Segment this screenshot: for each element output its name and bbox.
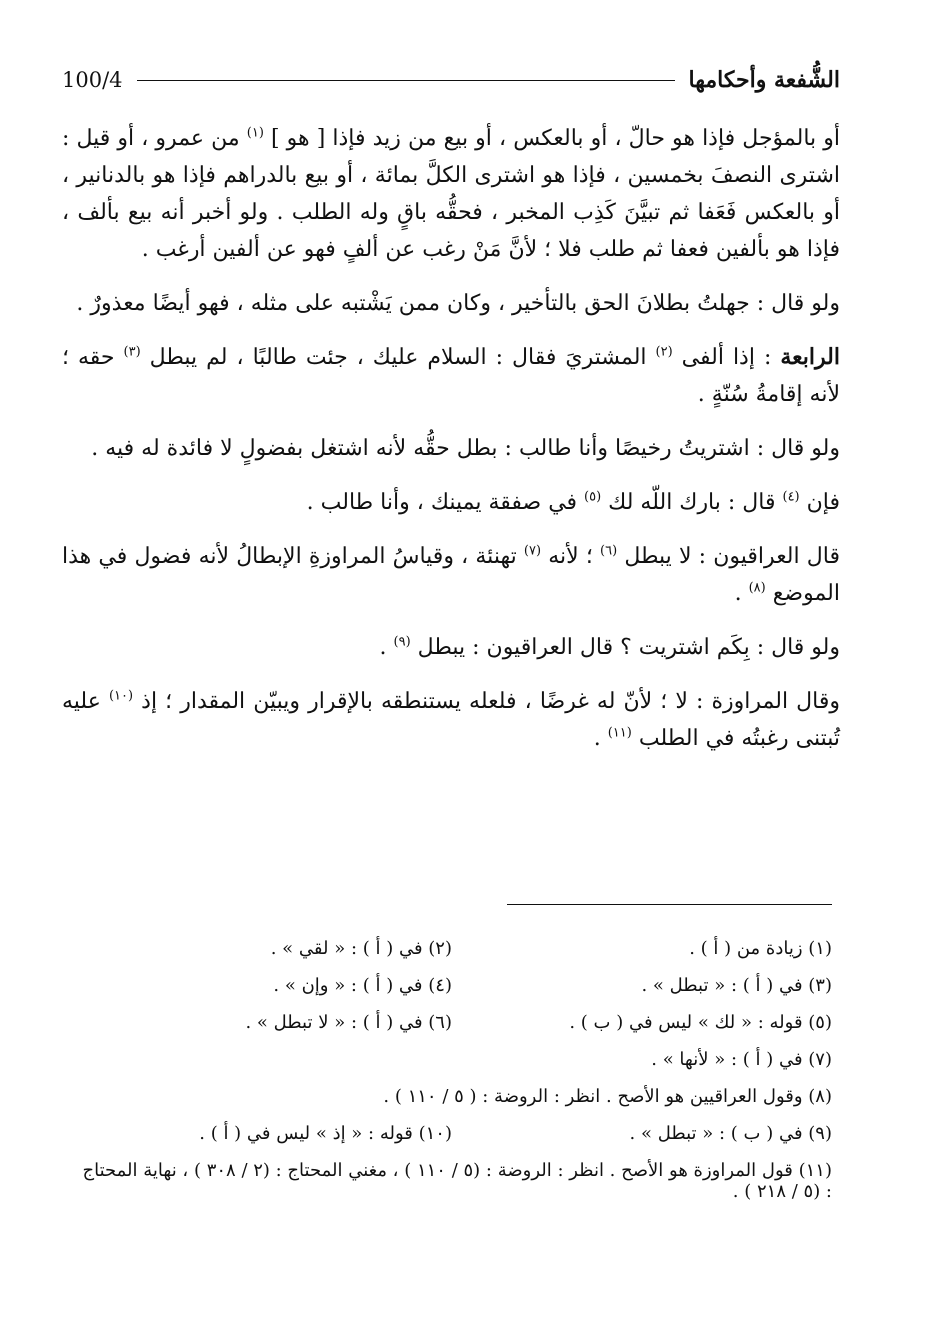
paragraph-text: ولو قال : جهلتُ بطلانَ الحق بالتأخير ، وكان ممن يَشْتبه على مثله ، فهو أيضًا معذورٌ . — [76, 291, 840, 316]
paragraph-7 — [62, 629, 840, 666]
running-header — [62, 60, 840, 100]
footnote-8: (٨) وقول العراقيين هو الأصح . انظر : الروضة : ( ٥ / ١١٠ ) . — [383, 1086, 832, 1107]
footnote-ref: (١٠) — [108, 688, 134, 704]
paragraph-text: . — [593, 726, 608, 751]
footnote-ref: (٣) — [123, 344, 141, 360]
paragraph-text: فإن — [799, 490, 840, 515]
header-rule — [137, 80, 675, 81]
footnote-row — [72, 1086, 832, 1123]
paragraph-lead: الرابعة — [780, 344, 840, 370]
footnote-row — [72, 1049, 832, 1086]
page-number: 100/4 — [62, 68, 123, 92]
footnote-row — [72, 975, 832, 1012]
footnote-ref: (٢) — [655, 344, 673, 360]
footnote-row — [72, 938, 832, 975]
footnote-1: (١) زيادة من ( أ ) . — [689, 938, 832, 959]
main-text — [62, 120, 840, 774]
paragraph-text: وقال المراوزة : لا ؛ لأنّ له غرضًا ، فلعله يستنطقه بالإقرار ويبيّن المقدار ؛ إذ — [133, 689, 840, 714]
paragraph-4 — [62, 430, 840, 467]
footnote-2: (٢) في ( أ ) : « لقي » . — [270, 938, 452, 959]
footnote-ref: (٧) — [523, 543, 542, 559]
footnote-separator — [507, 904, 832, 905]
paragraph-text: المشتريَ فقال : السلام عليك ، جئت طالبًا ، لم يبطل — [140, 345, 656, 370]
footnote-ref: (١) — [246, 125, 264, 141]
footnote-9: (٩) في ( ب ) : « تبطل » . — [629, 1123, 832, 1144]
footnote-ref: (٥) — [584, 489, 602, 505]
paragraph-5 — [62, 484, 840, 521]
footnote-row — [72, 1012, 832, 1049]
footnote-ref: (٦) — [600, 543, 618, 559]
paragraph-2 — [62, 285, 840, 322]
paragraph-text: ولو قال : اشتريتُ رخيصًا وأنا طالب : بطل حقُّه لأنه اشتغل بفضولٍ لا فائدة له فيه . — [91, 436, 840, 461]
paragraph-text: في صفقة يمينك ، وأنا طالب . — [306, 490, 585, 515]
footnote-7: (٧) في ( أ ) : « لأنها » . — [651, 1049, 832, 1070]
footnote-ref: (٤) — [782, 489, 800, 505]
paragraph-text: . — [734, 581, 749, 606]
footnote-11: (١١) قول المراوزة هو الأصح . انظر : الروضة : (٥ / ١١٠ ) ، مغني المحتاج : (٢ / ٣٠٨ ) ، نهاية المحتاج : (٥ / ٢١٨ ) . — [82, 1160, 832, 1202]
footnote-3: (٣) في ( أ ) : « تبطل » . — [641, 975, 832, 996]
paragraph-3 — [62, 339, 840, 413]
footnote-4: (٤) في ( أ ) : « وإن » . — [273, 975, 452, 996]
footnote-row — [72, 1160, 832, 1202]
paragraph-6 — [62, 538, 840, 612]
paragraph-text: . — [379, 635, 394, 660]
paragraph-text: : إذا ألفى — [672, 345, 781, 370]
paragraph-text: ؛ لأنه — [541, 544, 601, 569]
footnote-row — [72, 1123, 832, 1160]
footnote-ref: (١١) — [607, 725, 632, 741]
paragraph-text: عليه تُبتنى رغبتُه في الطلب — [62, 689, 840, 751]
paragraph-text: قال العراقيون : لا يبطل — [617, 544, 840, 569]
paragraph-text: من عمرو ، أو قيل : اشترى النصفَ بخمسين ، فإذا هو اشترى الكلَّ بمائة ، أو بيع بالدراهم فإذا هو بالدنانير ، أو بالعكس فَعَفا ثم تبيَّنَ كَذِب المخبر ، فحقُّه باقٍ وله الطلب . ولو أخبر أنه بيع بألف ، فإذا هو بألفين فعفا ثم طلب فلا ؛ لأنَّ مَنْ رغب عن ألفٍ فهو عن ألفين أرغب . — [62, 126, 840, 262]
paragraph-text: أو بالمؤجل فإذا هو حالّ ، أو بالعكس ، أو بيع من زيد فإذا [ هو ] — [263, 126, 840, 151]
paragraph-8 — [62, 683, 840, 757]
footnote-10: (١٠) قوله : « إذ » ليس في ( أ ) . — [199, 1123, 452, 1144]
footnote-5: (٥) قوله : « لك » ليس في ( ب ) . — [569, 1012, 832, 1033]
footnotes — [72, 938, 832, 1202]
footnote-6: (٦) في ( أ ) : « لا تبطل » . — [245, 1012, 452, 1033]
paragraph-1 — [62, 120, 840, 268]
paragraph-text: حقه ؛ لأنه إقامةُ سُنّةٍ . — [62, 345, 840, 407]
paragraph-text: تهنئة ، وقياسُ المراوزةِ الإبطالُ لأنه فضول في هذا الموضع — [62, 544, 840, 606]
paragraph-text: قال : بارك اللّه لك — [601, 490, 783, 515]
header-title: الشُّفعة وأحكامها — [688, 67, 840, 93]
footnote-ref: (٨) — [748, 580, 766, 596]
footnote-ref: (٩) — [393, 634, 411, 650]
paragraph-text: ولو قال : بِكَم اشتريت ؟ قال العراقيون : يبطل — [410, 635, 840, 660]
